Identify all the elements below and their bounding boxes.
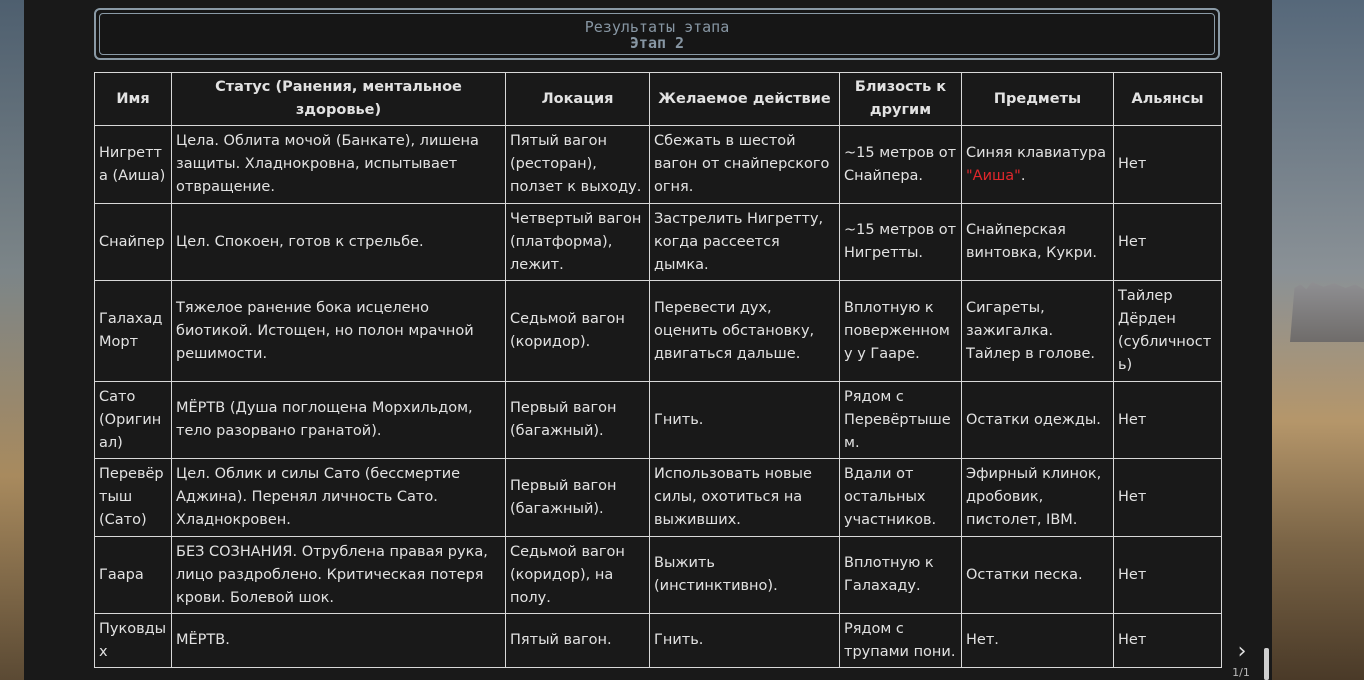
header-proximity: Близость к другим xyxy=(840,73,962,126)
cell-status: Тяжелое ранение бока исцелено биотикой. Истощен, но полон мрачной решимости. xyxy=(172,281,506,382)
cell-action: Выжить (инстинктивно). xyxy=(650,537,840,614)
cell-name: Гаара xyxy=(95,537,172,614)
cell-alliances: Нет xyxy=(1114,382,1222,459)
cell-location: Седьмой вагон (коридор). xyxy=(506,281,650,382)
page-counter: 1/1 xyxy=(1232,666,1250,679)
cell-location: Пятый вагон (ресторан), ползет к выходу. xyxy=(506,126,650,204)
cell-status: МЁРТВ. xyxy=(172,614,506,668)
scrollbar-thumb[interactable] xyxy=(1264,648,1269,680)
cell-alliances: Нет xyxy=(1114,537,1222,614)
cell-proximity: ~15 метров от Снайпера. xyxy=(840,126,962,204)
cell-location: Седьмой вагон (коридор), на полу. xyxy=(506,537,650,614)
cell-name: Галахад Морт xyxy=(95,281,172,382)
cell-items: Остатки песка. xyxy=(962,537,1114,614)
items-suffix: . xyxy=(1020,167,1026,184)
header-alliances: Альянсы xyxy=(1114,73,1222,126)
background-left xyxy=(0,0,24,680)
table-row xyxy=(95,459,1222,537)
cell-location: Пятый вагон. xyxy=(506,614,650,668)
cell-location: Четвертый вагон (платформа), лежит. xyxy=(506,204,650,281)
cell-name: Нигретта (Аиша) xyxy=(95,126,172,204)
cell-status: Цел. Облик и силы Сато (бессмертие Аджина). Перенял личность Сато. Хладнокровен. xyxy=(172,459,506,537)
header-action: Желаемое действие xyxy=(650,73,840,126)
header-name: Имя xyxy=(95,73,172,126)
cell-items xyxy=(962,126,1114,204)
cell-alliances: Нет xyxy=(1114,614,1222,668)
cell-alliances: Нет xyxy=(1114,204,1222,281)
cell-alliances: Нет xyxy=(1114,459,1222,537)
cell-name: Пуковдых xyxy=(95,614,172,668)
cell-alliances: Тайлер Дёрден (субличность) xyxy=(1114,281,1222,382)
table-header-row xyxy=(95,73,1222,126)
cell-proximity: Вдали от остальных участников. xyxy=(840,459,962,537)
cell-proximity: Вплотную к Галахаду. xyxy=(840,537,962,614)
cell-name: Сато (Оригинал) xyxy=(95,382,172,459)
items-highlight: "Аиша" xyxy=(966,167,1021,184)
cell-action: Гнить. xyxy=(650,614,840,668)
table-row xyxy=(95,126,1222,204)
header-location: Локация xyxy=(506,73,650,126)
table-row xyxy=(95,382,1222,459)
cell-proximity: ~15 метров от Нигретты. xyxy=(840,204,962,281)
cell-items: Сигареты, зажигалка. Тайлер в голове. xyxy=(962,281,1114,382)
items-text: Синяя клавиатура xyxy=(966,144,1106,161)
cell-proximity: Вплотную к поверженному у Гааре. xyxy=(840,281,962,382)
stage-title-box xyxy=(94,8,1220,60)
cell-name: Перевёртыш (Сато) xyxy=(95,459,172,537)
cell-action: Сбежать в шестой вагон от снайперского огня. xyxy=(650,126,840,204)
background-right xyxy=(1272,0,1364,680)
cell-location: Первый вагон (багажный). xyxy=(506,382,650,459)
next-page-chevron-icon[interactable]: › xyxy=(1237,639,1247,664)
results-table xyxy=(94,72,1222,668)
cell-alliances: Нет xyxy=(1114,126,1222,204)
cell-status: БЕЗ СОЗНАНИЯ. Отрублена правая рука, лицо раздроблено. Критическая потеря крови. Болевой шок. xyxy=(172,537,506,614)
cell-items: Эфирный клинок, дробовик, пистолет, IBM. xyxy=(962,459,1114,537)
cell-proximity: Рядом с Перевёртышем. xyxy=(840,382,962,459)
table-row xyxy=(95,537,1222,614)
cell-action: Застрелить Нигретту, когда рассеется дымка. xyxy=(650,204,840,281)
table-row xyxy=(95,204,1222,281)
cell-status: Цела. Облита мочой (Банкате), лишена защиты. Хладнокровна, испытывает отвращение. xyxy=(172,126,506,204)
header-status: Статус (Ранения, ментальное здоровье) xyxy=(172,73,506,126)
cell-proximity: Рядом с трупами пони. xyxy=(840,614,962,668)
cell-action: Гнить. xyxy=(650,382,840,459)
cell-status: Цел. Спокоен, готов к стрельбе. xyxy=(172,204,506,281)
header-items: Предметы xyxy=(962,73,1114,126)
table-row xyxy=(95,281,1222,382)
cell-status: МЁРТВ (Душа поглощена Морхильдом, тело разорвано гранатой). xyxy=(172,382,506,459)
cell-action: Перевести дух, оценить обстановку, двигаться дальше. xyxy=(650,281,840,382)
table-row xyxy=(95,614,1222,668)
cell-name: Снайпер xyxy=(95,204,172,281)
stage-subtitle: Этап 2 xyxy=(629,34,685,52)
cell-items: Снайперская винтовка, Кукри. xyxy=(962,204,1114,281)
cell-location: Первый вагон (багажный). xyxy=(506,459,650,537)
background-mesa xyxy=(1290,282,1364,342)
cell-items: Нет. xyxy=(962,614,1114,668)
cell-action: Использовать новые силы, охотиться на выживших. xyxy=(650,459,840,537)
stage-title: Результаты этапа xyxy=(584,18,730,36)
cell-items: Остатки одежды. xyxy=(962,382,1114,459)
